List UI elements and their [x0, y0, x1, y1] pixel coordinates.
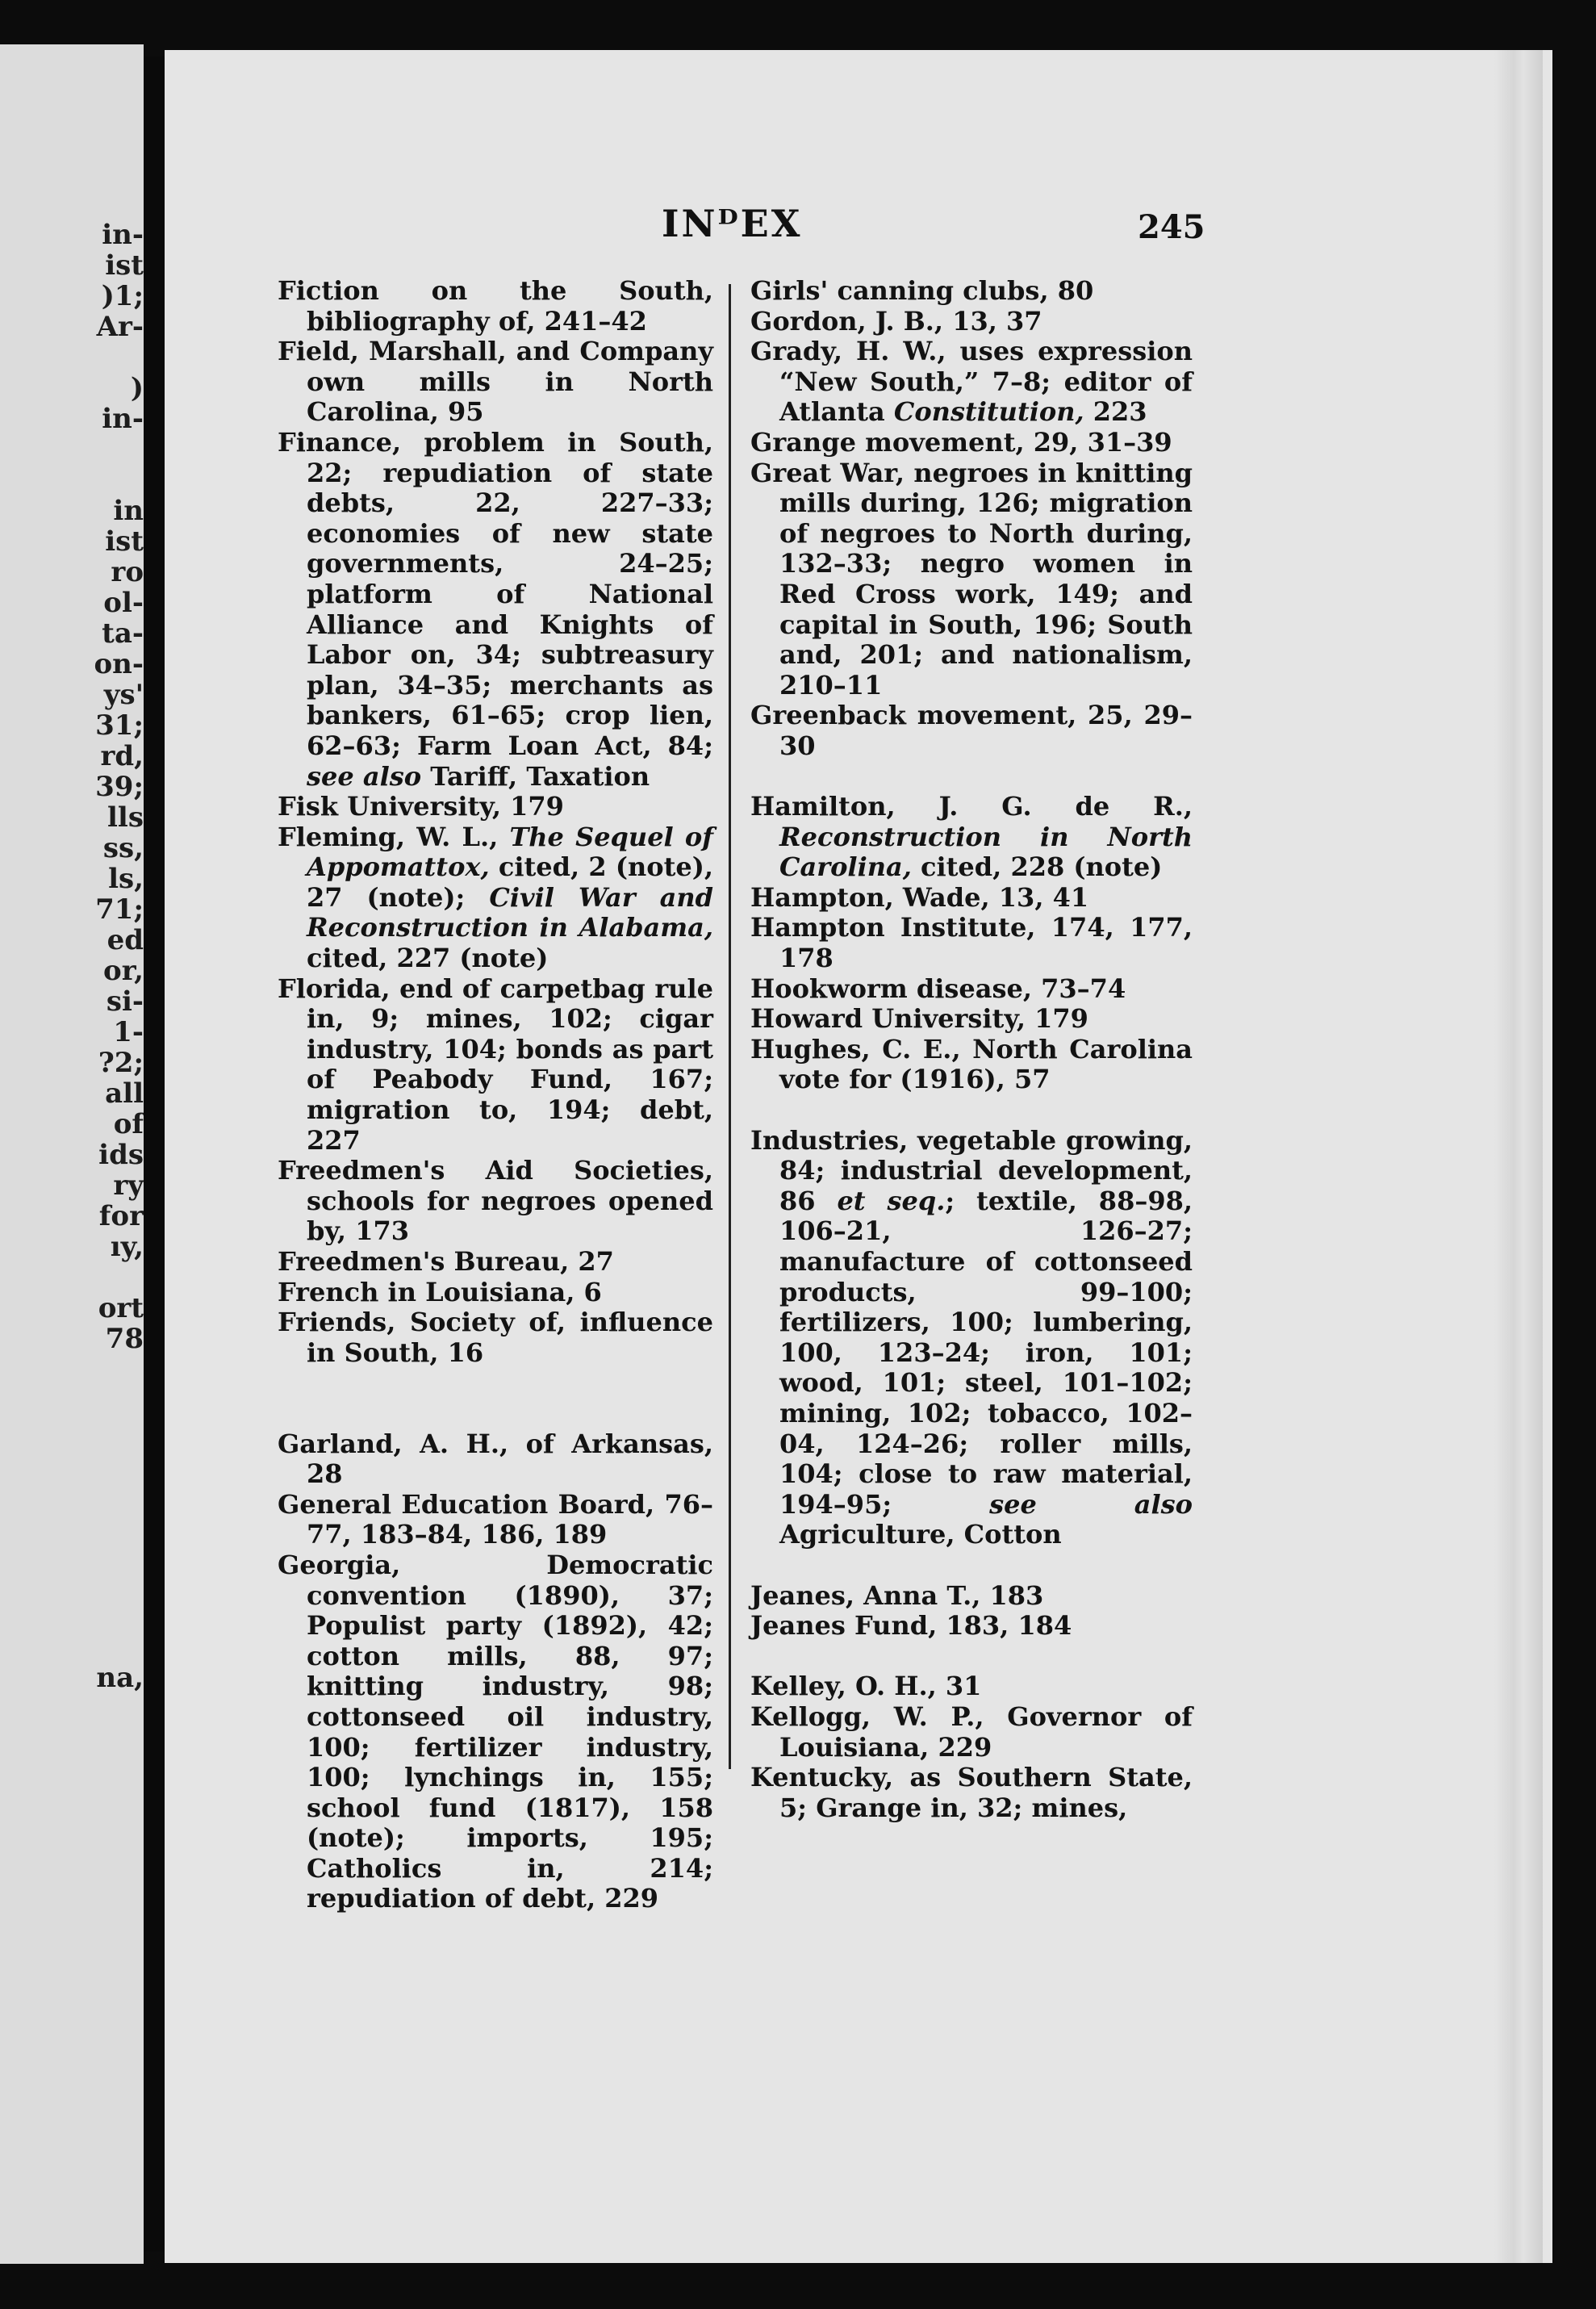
facing-page-fragment: 1- — [113, 1016, 144, 1048]
column-rule — [729, 284, 731, 1769]
index-entry-text: French in Louisiana, 6 — [278, 1276, 602, 1307]
facing-page-fragment: ys' — [103, 679, 144, 711]
facing-page-fragment: ?2; — [98, 1047, 144, 1079]
index-entry — [278, 1490, 713, 1550]
index-entry — [750, 1763, 1193, 1823]
facing-page-fragment: ids — [98, 1139, 144, 1171]
index-entry-text: Grady, H. W., uses expression “New South,” 7–8; editor of Atlanta — [750, 336, 1193, 428]
index-entry — [750, 1004, 1193, 1035]
index-entry-text: Hampton, Wade, 13, 41 — [750, 881, 1089, 913]
index-entry-text: Howard University, 179 — [750, 1003, 1088, 1035]
index-entry — [750, 307, 1193, 337]
facing-page-fragment: lls — [107, 801, 144, 834]
index-entry — [750, 428, 1193, 458]
index-entry-text: 223 — [1084, 396, 1147, 428]
index-entry-text: Grange movement, 29, 31–39 — [750, 426, 1172, 458]
index-entry — [278, 974, 713, 1157]
index-entry — [750, 337, 1193, 428]
index-entry-text: Fleming, W. L., — [278, 821, 510, 852]
index-entry — [750, 883, 1193, 914]
index-entry-text: Kellogg, W. P., Governor of Louisiana, 229 — [750, 1700, 1193, 1763]
facing-page-fragment: Ar- — [96, 311, 144, 343]
index-entry — [750, 974, 1193, 1005]
index-entry — [750, 458, 1193, 701]
index-entry-text: Freedmen's Bureau, 27 — [278, 1246, 614, 1277]
facing-page-fragment: si- — [106, 985, 144, 1018]
page-number: 245 — [1138, 208, 1205, 246]
facing-page-fragment: for — [98, 1200, 144, 1232]
index-entry — [750, 1035, 1193, 1095]
facing-page-fragment: 78 — [105, 1323, 144, 1355]
index-entry-text: Fiction on the South, bibliography of, 241–42 — [278, 275, 713, 337]
index-entry — [278, 428, 713, 792]
facing-page-fragment: ls, — [108, 863, 144, 895]
facing-page-fragment: on- — [94, 648, 144, 680]
index-entry-text: Hughes, C. E., North Carolina vote for (1916), 57 — [750, 1033, 1193, 1095]
index-entry-text: Industries, vegetable growing, 84; industrial development, 86 — [750, 1124, 1193, 1216]
entry-spacer — [750, 1642, 1193, 1672]
facing-page-fragment: ıy, — [110, 1231, 144, 1263]
facing-page-edge — [0, 44, 144, 2264]
index-entry — [750, 1126, 1193, 1550]
running-head: INᴰEX — [662, 202, 803, 245]
facing-page-fragment: ist — [105, 525, 144, 558]
facing-page-fragment: 31; — [95, 709, 144, 742]
facing-page-fragment: na, — [96, 1662, 144, 1694]
index-entry — [750, 1671, 1193, 1702]
index-entry-text: cited, 228 (note) — [911, 851, 1163, 883]
index-entry-text: Hampton Institute, 174, 177, 178 — [750, 912, 1193, 974]
index-entry — [278, 276, 713, 337]
index-entry-italic-text: see also — [307, 760, 422, 792]
entry-spacer — [750, 1550, 1193, 1581]
index-entry — [278, 337, 713, 428]
facing-page-fragment: of — [113, 1108, 144, 1140]
index-entry — [278, 1429, 713, 1490]
index-entry-italic-text: Reconstruction in North Carolina, — [779, 821, 1193, 883]
index-entry-italic-text: The Sequel of Appomattox, — [307, 821, 714, 883]
index-entry-text: Jeanes Fund, 183, 184 — [750, 1610, 1072, 1642]
index-entry-text: ; textile, 88–98, 106–21, 126–27; manufacture of cottonseed products, 99–100; fertilizers, 100; lumbering, 100, 123–24; iron, 101; wood, 101; steel, 101–102; mining, 102; tobacco, 102–04, 124–26; roller mills, 104; close to raw material, 194–95; — [779, 1185, 1193, 1520]
index-entry-italic-text: Constitution, — [893, 396, 1084, 428]
index-entry — [278, 1307, 713, 1368]
index-entry — [750, 1581, 1193, 1612]
facing-page-fragment: ) — [130, 372, 144, 404]
index-entry-text: Gordon, J. B., 13, 37 — [750, 305, 1042, 337]
index-entry-text: Field, Marshall, and Company own mills in North Carolina, 95 — [278, 336, 713, 428]
facing-page-fragment: ss, — [102, 832, 144, 864]
index-entry-text: Greenback movement, 25, 29–30 — [750, 700, 1193, 761]
index-entry-text: cited, 2 (note), 27 (note); — [307, 851, 713, 913]
index-entry-text: Hookworm disease, 73–74 — [750, 973, 1126, 1004]
index-entry — [278, 1247, 713, 1278]
index-entry — [750, 276, 1193, 307]
facing-page-fragment: in — [113, 495, 144, 527]
index-entry-text: Kentucky, as Southern State, 5; Grange in, 32; mines, — [750, 1762, 1193, 1823]
index-entry-text: Tariff, Taxation — [421, 760, 650, 792]
index-entry — [278, 822, 713, 974]
entry-spacer — [278, 1368, 713, 1428]
facing-page-fragment: )1; — [101, 280, 144, 312]
facing-page-fragment: in- — [102, 403, 144, 435]
index-entry-italic-text: Civil War and Reconstruction in Alabama, — [307, 881, 713, 943]
index-entry-text: Georgia, Democratic convention (1890), 37; Populist party (1892), 42; cotton mills, 88, 97; knitting industry, 98; cottonseed oil industry, 100; fertilizer industry, 100; lynchings in, 155; school fund (1817), 158 (note); imports, 195; Catholics in, 214; repudiation of debt, 229 — [278, 1549, 713, 1914]
index-entry — [750, 913, 1193, 973]
index-entry-text: Friends, Society of, influence in South, 16 — [278, 1307, 713, 1368]
book-gutter — [144, 56, 165, 2252]
index-entry — [750, 701, 1193, 761]
entry-spacer — [750, 762, 1193, 793]
index-entry-text: Florida, end of carpetbag rule in, 9; mines, 102; cigar industry, 104; bonds as part of Peabody Fund, 167; migration to, 194; debt, 227 — [278, 973, 713, 1156]
index-entry-text: Girls' canning clubs, 80 — [750, 275, 1094, 306]
facing-page-fragment: ed — [107, 924, 144, 956]
index-entry — [278, 1550, 713, 1914]
index-entry-text: Agriculture, Cotton — [779, 1519, 1062, 1550]
index-entry-text: Kelley, O. H., 31 — [750, 1671, 982, 1702]
entry-spacer — [750, 1095, 1193, 1126]
index-entry-italic-text: et seq. — [837, 1185, 946, 1216]
index-entry — [278, 792, 713, 822]
index-entry-text: Jeanes, Anna T., 183 — [750, 1579, 1044, 1611]
index-entry — [278, 1156, 713, 1247]
facing-page-fragment: ro — [111, 556, 144, 588]
index-entry-text: Great War, negroes in knitting mills during, 126; migration of negroes to North during, 132–33; negro women in Red Cross work, 149; and capital in South, 196; South and, 201; and nationalism, 210–11 — [750, 457, 1193, 701]
index-entry — [750, 792, 1193, 883]
facing-page-fragment: ta- — [102, 617, 144, 650]
facing-page-fragment: ry — [113, 1169, 144, 1202]
index-entry — [278, 1278, 713, 1308]
index-entry — [750, 1702, 1193, 1763]
index-entry-text: General Education Board, 76–77, 183–84, 186, 189 — [278, 1488, 713, 1550]
facing-page-fragment: rd, — [100, 740, 144, 772]
index-entry-text: Hamilton, J. G. de R., — [750, 791, 1193, 822]
facing-page-fragment: 71; — [95, 893, 144, 926]
index-entry-italic-text: see also — [989, 1488, 1193, 1520]
facing-page-fragment: in- — [102, 219, 144, 251]
index-entry-text: Garland, A. H., of Arkansas, 28 — [278, 1428, 713, 1490]
facing-page-fragment: or, — [103, 955, 144, 987]
index-entry-text: cited, 227 (note) — [307, 943, 549, 974]
facing-page-fragment: ist — [105, 249, 144, 282]
index-entry-text: Finance, problem in South, 22; repudiation of state debts, 22, 227–33; economies of new state governments, 24–25; platform of National Alliance and Knights of Labor on, 34; subtreasury plan, 34–35; merchants as bankers, 61–65; crop lien, 62–63; Farm Loan Act, 84; — [278, 426, 713, 761]
page-edge-shadow — [1494, 50, 1543, 2263]
facing-page-fragment: 39; — [95, 771, 144, 803]
index-entry-text: Freedmen's Aid Societies, schools for negroes opened by, 173 — [278, 1155, 713, 1247]
facing-page-fragment: all — [105, 1077, 144, 1110]
index-entry-text: Fisk University, 179 — [278, 791, 564, 822]
index-entry — [750, 1611, 1193, 1642]
facing-page-fragment: ort — [98, 1292, 144, 1324]
index-column-left — [278, 276, 713, 1914]
index-column-right — [750, 276, 1193, 1823]
facing-page-fragment: ol- — [103, 587, 144, 619]
